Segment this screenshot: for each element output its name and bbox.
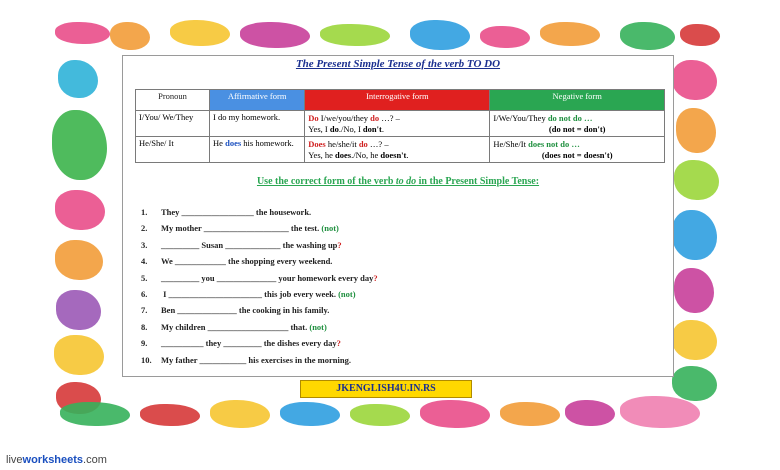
exercise-number: 1. bbox=[141, 207, 148, 217]
affirmative-cell bbox=[210, 137, 305, 163]
exercise-text: My mother ____________________ the test. bbox=[161, 223, 322, 234]
contraction-note: (do not = don't) bbox=[548, 124, 606, 134]
exercise-text: My father ___________ his exercises in the morning. bbox=[161, 354, 351, 365]
negative-cell bbox=[490, 111, 665, 137]
animal-decoration bbox=[674, 160, 719, 200]
exercise-mark: ? bbox=[373, 272, 378, 283]
animal-decoration bbox=[210, 400, 270, 428]
animal-decoration bbox=[55, 240, 103, 280]
affirmative-text: He bbox=[213, 138, 226, 148]
animal-decoration bbox=[420, 400, 490, 428]
exercise-text: I ______________________ this job every week. bbox=[161, 288, 339, 299]
table-header-row bbox=[136, 90, 665, 111]
answer-verb: doesn't bbox=[380, 150, 407, 160]
exercise-text: _________ you ______________ your homework every day bbox=[161, 272, 374, 283]
exercise-text: We ____________ the shopping every weekend. bbox=[161, 256, 333, 267]
exercise-text: _________ Susan _____________ the washing up bbox=[161, 239, 338, 250]
exercise-number: 6. bbox=[141, 288, 148, 299]
animal-decoration bbox=[55, 190, 105, 230]
aux-does: Does bbox=[308, 139, 326, 149]
answer-text: . bbox=[406, 150, 409, 160]
affirmative-verb: does bbox=[225, 138, 242, 148]
exercise-mark: ? bbox=[336, 338, 341, 349]
exercise-item bbox=[141, 319, 661, 335]
grammar-table bbox=[135, 89, 665, 163]
answer-verb: does bbox=[335, 150, 352, 160]
exercise-item bbox=[141, 335, 661, 351]
answer-verb: don't bbox=[362, 124, 382, 134]
animal-decoration bbox=[676, 108, 716, 153]
exercise-item bbox=[141, 253, 661, 269]
answer-text: ./No, he bbox=[351, 150, 381, 160]
negative-text: He/She/It bbox=[493, 139, 529, 149]
exercise-number: 4. bbox=[141, 256, 148, 267]
interrogative-cell bbox=[305, 111, 490, 137]
liveworksheets-logo[interactable] bbox=[6, 454, 107, 466]
animal-decoration bbox=[54, 335, 104, 375]
instruction-verb: to do bbox=[395, 176, 417, 187]
animal-decoration bbox=[674, 268, 714, 313]
instruction-text: in the Present Simple Tense: bbox=[416, 176, 540, 187]
animal-decoration bbox=[672, 320, 717, 360]
exercise-text: Ben ______________ the cooking in his family. bbox=[161, 305, 330, 316]
exercise-text: My children ___________________ that. bbox=[161, 321, 310, 332]
exercise-item bbox=[141, 237, 661, 253]
logo-text: live bbox=[6, 454, 23, 466]
animal-decoration bbox=[280, 402, 340, 426]
interrogative-text: …? – bbox=[379, 113, 400, 123]
main-verb: do bbox=[370, 113, 380, 123]
affirmative-cell: I do my homework. bbox=[210, 111, 305, 137]
animal-decoration bbox=[320, 24, 390, 46]
table-row bbox=[136, 137, 665, 163]
main-verb: do bbox=[358, 139, 368, 149]
exercise-item bbox=[141, 204, 661, 220]
exercise-number: 2. bbox=[141, 223, 148, 234]
pronoun-cell: He/She/ It bbox=[136, 137, 210, 163]
exercise-number: 3. bbox=[141, 239, 148, 250]
animal-decoration bbox=[58, 60, 98, 98]
animal-decoration bbox=[240, 22, 310, 48]
animal-decoration bbox=[350, 404, 410, 426]
animal-decoration bbox=[480, 26, 530, 48]
instruction-text: Use the correct form of the verb bbox=[256, 176, 396, 187]
negative-verb: does not do … bbox=[528, 139, 580, 149]
logo-text: .com bbox=[83, 454, 107, 466]
header-negative: Negative form bbox=[490, 90, 665, 111]
exercise-number: 5. bbox=[141, 272, 148, 283]
animal-decoration bbox=[55, 22, 110, 44]
exercise-mark: (not) bbox=[309, 321, 327, 332]
animal-decoration bbox=[540, 22, 600, 46]
answer-text: . bbox=[381, 124, 384, 134]
aux-do: Do bbox=[308, 113, 319, 123]
animal-decoration bbox=[56, 290, 101, 330]
header-pronoun: Pronoun bbox=[136, 90, 210, 111]
negative-verb: do not do … bbox=[547, 113, 593, 123]
exercise-instruction bbox=[123, 176, 673, 187]
animal-decoration bbox=[110, 22, 150, 50]
animal-decoration bbox=[672, 60, 717, 100]
animal-decoration bbox=[680, 24, 720, 46]
exercise-mark: ? bbox=[337, 239, 342, 250]
animal-decoration bbox=[620, 22, 675, 50]
contraction-note: (does not = doesn't) bbox=[541, 150, 613, 160]
answer-text: ./No, I bbox=[338, 124, 363, 134]
exercise-text: They _________________ the housework. bbox=[161, 207, 312, 217]
negative-text: I/We/You/They bbox=[493, 113, 548, 123]
exercise-item bbox=[141, 302, 661, 318]
exercise-item bbox=[141, 220, 661, 236]
header-interrogative: Interrogative form bbox=[305, 90, 490, 111]
answer-text: Yes, he bbox=[308, 150, 336, 160]
exercise-item bbox=[141, 270, 661, 286]
animal-decoration bbox=[140, 404, 200, 426]
affirmative-text: his homework. bbox=[241, 138, 294, 148]
exercise-number: 10. bbox=[141, 354, 152, 365]
exercise-mark: (not) bbox=[321, 223, 339, 234]
pronoun-cell: I/You/ We/They bbox=[136, 111, 210, 137]
animal-decoration bbox=[170, 20, 230, 46]
exercise-number: 9. bbox=[141, 338, 148, 349]
answer-verb: do bbox=[329, 124, 339, 134]
exercise-list bbox=[141, 204, 661, 368]
answer-text: Yes, I bbox=[308, 124, 330, 134]
header-affirmative: Affirmative form bbox=[210, 90, 305, 111]
negative-cell bbox=[490, 137, 665, 163]
interrogative-cell bbox=[305, 137, 490, 163]
animal-decoration bbox=[410, 20, 470, 50]
exercise-number: 8. bbox=[141, 321, 148, 332]
table-row bbox=[136, 111, 665, 137]
animal-decoration bbox=[672, 210, 717, 260]
logo-text: worksheets bbox=[22, 454, 84, 466]
animal-decoration bbox=[620, 396, 700, 428]
animal-decoration bbox=[672, 366, 717, 401]
worksheet-panel bbox=[122, 55, 674, 377]
animal-decoration bbox=[60, 402, 130, 426]
animal-decoration bbox=[52, 110, 107, 180]
interrogative-text: I/we/you/they bbox=[318, 113, 371, 123]
exercise-number: 7. bbox=[141, 305, 148, 316]
animal-decoration bbox=[565, 400, 615, 426]
interrogative-text: …? – bbox=[367, 139, 389, 149]
exercise-text: __________ they _________ the dishes every day bbox=[161, 338, 337, 349]
exercise-item bbox=[141, 286, 661, 302]
animal-decoration bbox=[500, 402, 560, 426]
site-link[interactable]: JKENGLISH4U.IN.RS bbox=[300, 380, 472, 398]
exercise-item bbox=[141, 352, 661, 368]
interrogative-text: he/she/it bbox=[325, 139, 359, 149]
worksheet-title: The Present Simple Tense of the verb TO DO bbox=[295, 58, 501, 70]
exercise-mark: (not) bbox=[338, 288, 356, 299]
